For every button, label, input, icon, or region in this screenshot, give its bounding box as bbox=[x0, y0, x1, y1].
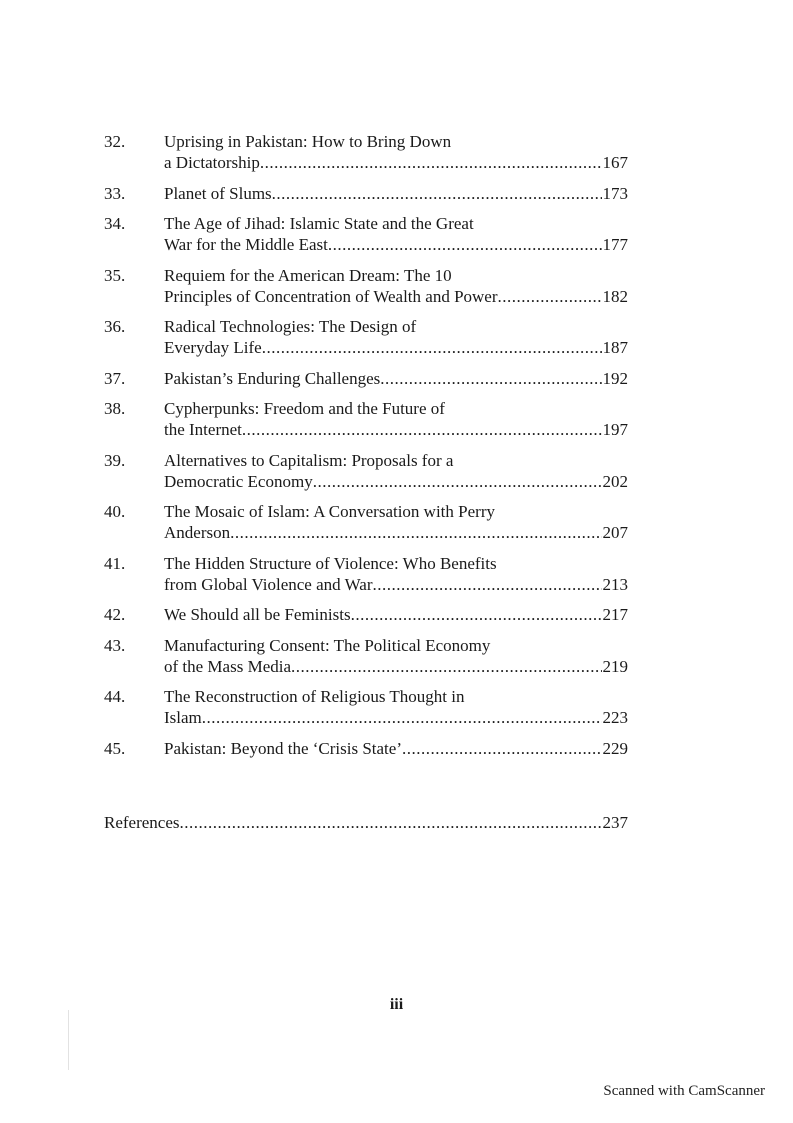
chapter-number: 37. bbox=[104, 368, 126, 388]
chapter-page-number: 219 bbox=[602, 656, 628, 676]
toc-entry bbox=[104, 131, 628, 173]
dot-leader bbox=[180, 812, 602, 833]
chapter-page-number: 223 bbox=[602, 708, 628, 727]
toc-entry bbox=[104, 183, 628, 204]
toc-entry bbox=[104, 265, 628, 307]
chapter-title bbox=[164, 131, 628, 173]
chapter-title-text: War for the Middle East bbox=[164, 235, 328, 254]
chapter-page-number: 177 bbox=[602, 235, 628, 254]
chapter-number: 45. bbox=[104, 738, 126, 758]
chapter-title-text: Islam bbox=[164, 708, 202, 727]
chapter-title-final-line bbox=[164, 337, 628, 358]
references-page-number: 237 bbox=[602, 813, 628, 832]
chapter-title-text: of the Mass Media bbox=[164, 656, 292, 676]
page-number: iii bbox=[389, 996, 404, 1013]
chapter-page-number: 167 bbox=[602, 153, 628, 172]
chapter-title-line: The Reconstruction of Religious Thought in bbox=[164, 687, 465, 706]
chapter-number: 39. bbox=[104, 450, 126, 470]
chapter-title bbox=[164, 501, 628, 543]
toc-entry bbox=[104, 553, 628, 595]
chapter-title-line: Cypherpunks: Freedom and the Future of bbox=[164, 399, 445, 418]
dot-leader bbox=[242, 419, 602, 440]
chapter-title-final-line bbox=[164, 286, 628, 307]
chapter-title bbox=[164, 368, 628, 389]
toc-entry bbox=[104, 368, 628, 389]
chapter-title-text: Everyday Life bbox=[164, 338, 262, 357]
dot-leader bbox=[498, 286, 602, 307]
chapter-title-line: Radical Technologies: The Design of bbox=[164, 317, 417, 336]
chapter-title bbox=[164, 553, 628, 595]
chapter-title-text: Democratic Economy bbox=[164, 471, 313, 491]
chapter-number: 33. bbox=[104, 183, 126, 203]
chapter-title bbox=[164, 604, 628, 625]
chapter-title bbox=[164, 450, 628, 492]
chapter-title-final-line bbox=[164, 152, 628, 173]
scanner-watermark: Scanned with CamScanner bbox=[603, 1083, 765, 1099]
toc-entry bbox=[104, 604, 628, 625]
dot-leader bbox=[291, 656, 601, 677]
chapter-title-final-line bbox=[164, 234, 628, 255]
chapter-title-final-line bbox=[164, 471, 628, 492]
chapter-title-final-line bbox=[164, 656, 628, 677]
chapter-title bbox=[164, 183, 628, 204]
dot-leader bbox=[380, 368, 601, 389]
chapter-number: 38. bbox=[104, 399, 126, 418]
page-edge-line bbox=[68, 1010, 69, 1070]
chapter-number: 32. bbox=[104, 132, 126, 151]
chapter-number: 43. bbox=[104, 635, 126, 655]
chapter-title-final-line bbox=[164, 368, 628, 389]
dot-leader bbox=[372, 574, 601, 595]
toc-entry bbox=[104, 686, 628, 728]
chapter-title bbox=[164, 398, 628, 440]
chapter-title-final-line bbox=[164, 522, 628, 543]
chapter-title bbox=[164, 213, 628, 255]
chapter-title-final-line bbox=[164, 419, 628, 440]
toc-entry bbox=[104, 738, 628, 759]
chapter-title-final-line bbox=[164, 738, 628, 759]
chapter-title bbox=[164, 686, 628, 728]
chapter-number: 42. bbox=[104, 605, 126, 624]
dot-leader bbox=[230, 522, 601, 543]
chapter-title-final-line bbox=[164, 183, 628, 204]
dot-leader bbox=[328, 234, 602, 255]
chapter-title-line: The Mosaic of Islam: A Conversation with Perry bbox=[164, 502, 495, 521]
dot-leader bbox=[260, 152, 602, 173]
toc-entry bbox=[104, 635, 628, 677]
dot-leader bbox=[351, 604, 602, 625]
table-of-contents bbox=[104, 131, 628, 768]
chapter-page-number: 197 bbox=[602, 420, 628, 439]
chapter-title bbox=[164, 738, 628, 759]
dot-leader bbox=[202, 707, 602, 728]
chapter-title bbox=[164, 265, 628, 307]
dot-leader bbox=[402, 738, 602, 759]
chapter-page-number: 187 bbox=[602, 338, 628, 357]
toc-entry bbox=[104, 501, 628, 543]
chapter-number: 41. bbox=[104, 553, 126, 573]
chapter-page-number: 173 bbox=[602, 183, 628, 203]
toc-entry bbox=[104, 213, 628, 255]
chapter-title-line: The Hidden Structure of Violence: Who Benefits bbox=[164, 553, 497, 573]
chapter-page-number: 182 bbox=[602, 286, 628, 306]
dot-leader bbox=[262, 337, 602, 358]
chapter-title-line: Alternatives to Capitalism: Proposals for a bbox=[164, 450, 454, 470]
chapter-number: 44. bbox=[104, 687, 126, 706]
chapter-page-number: 217 bbox=[602, 605, 628, 624]
chapter-page-number: 207 bbox=[602, 523, 628, 542]
chapter-title-text: Pakistan: Beyond the ‘Crisis State’ bbox=[164, 738, 402, 758]
chapter-title-final-line bbox=[164, 707, 628, 728]
chapter-title-text: the Internet bbox=[164, 420, 242, 439]
chapter-title-text: from Global Violence and War bbox=[164, 574, 373, 594]
chapter-title-line: Requiem for the American Dream: The 10 bbox=[164, 265, 452, 285]
chapter-number: 34. bbox=[104, 214, 126, 233]
chapter-page-number: 202 bbox=[602, 471, 628, 491]
chapter-page-number: 192 bbox=[602, 368, 628, 388]
chapter-title-text: We Should all be Feminists bbox=[164, 605, 351, 624]
chapter-title-line: The Age of Jihad: Islamic State and the Great bbox=[164, 214, 474, 233]
chapter-title-text: Anderson bbox=[164, 523, 231, 542]
chapter-page-number: 229 bbox=[602, 738, 628, 758]
toc-entry bbox=[104, 316, 628, 358]
chapter-number: 40. bbox=[104, 502, 126, 521]
chapter-page-number: 213 bbox=[602, 574, 628, 594]
chapter-title-text: Principles of Concentration of Wealth and Power bbox=[164, 286, 498, 306]
chapter-title-text: a Dictatorship bbox=[164, 153, 260, 172]
toc-entry bbox=[104, 398, 628, 440]
references-title: References bbox=[104, 813, 180, 832]
chapter-title bbox=[164, 635, 628, 677]
chapter-title-line: Uprising in Pakistan: How to Bring Down bbox=[164, 132, 452, 151]
chapter-number: 35. bbox=[104, 265, 126, 285]
toc-entry bbox=[104, 450, 628, 492]
chapter-title-text: Pakistan’s Enduring Challenges bbox=[164, 368, 381, 388]
chapter-title-text: Planet of Slums bbox=[164, 183, 272, 203]
toc-entry-references bbox=[104, 812, 628, 833]
chapter-number: 36. bbox=[104, 317, 126, 336]
chapter-title-line: Manufacturing Consent: The Political Economy bbox=[164, 635, 491, 655]
dot-leader bbox=[272, 183, 602, 204]
chapter-title-final-line bbox=[164, 574, 628, 595]
dot-leader bbox=[313, 471, 602, 492]
chapter-title-final-line bbox=[164, 604, 628, 625]
chapter-title bbox=[164, 316, 628, 358]
